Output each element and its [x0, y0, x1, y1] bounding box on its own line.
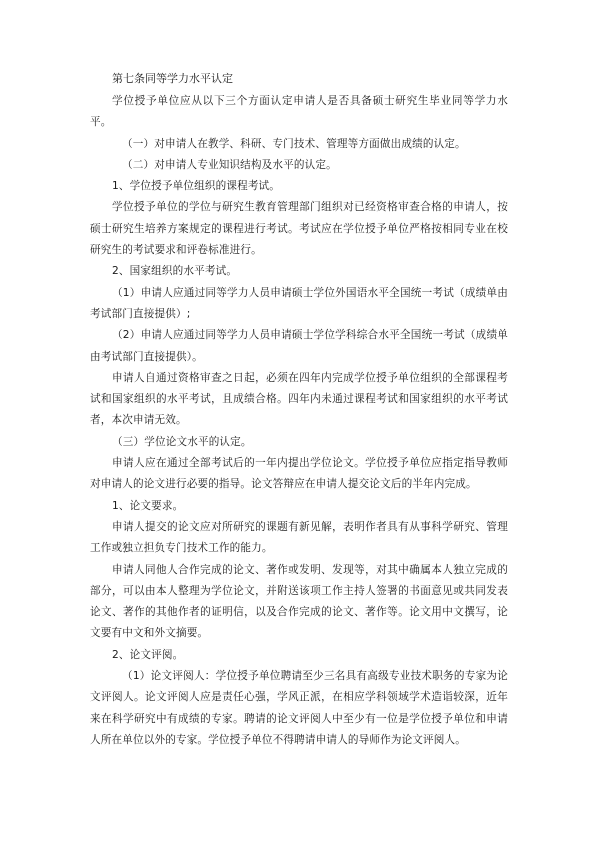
paragraph-exam-deadline: 申请人自通过资格审查之日起，必须在四年内完成学位授予单位组织的全部课程考试和国家组织的水平考试，且成绩合格。四年内未通过课程考试和国家组织的水平考试者，本次申请无效。 — [90, 371, 508, 427]
paragraph-thesis-requirements-body: 申请人提交的论文应对所研究的课题有新见解，表明作者具有从事科学研究、管理工作或独立担负专门技术工作的能力。 — [90, 520, 508, 555]
paragraph-course-exam-body: 学位授予单位的学位与研究生教育管理部门组织对已经资格审查合格的申请人，按硕士研究生培养方案规定的课程进行考试。考试应在学位授予单位严格按相同专业在校研究生的考试要求和评卷标准进行。 — [90, 201, 508, 257]
paragraph-item-3: （三）学位论文水平的认定。 — [112, 435, 252, 448]
paragraph-intro: 学位授予单位应从以下三个方面认定申请人是否具备硕士研究生毕业同等学力水平。 — [90, 95, 508, 129]
paragraph-subitem-course-exam: 1、学位授予单位组织的课程考试。 — [112, 180, 281, 193]
paragraph-reviewers: （1）论文评阅人：学位授予单位聘请至少三名具有高级专业技术职务的专家为论文评阅人。论文评阅人应是责任心强，学风正派，在相应学科领域学术造诣较深，近年来在科学研究中有成绩的专家。聘请的论文评阅人中至少有一位是学位授予单位和申请人所在单位以外的专家。学位授予单位不得聘请申请人的导师作为论文评阅人。 — [90, 670, 508, 746]
paragraph-collaborative-work: 申请人同他人合作完成的论文、著作或发明、发现等，对其中确属本人独立完成的部分，可以由本人整理为学位论文，并附送该项工作主持人签署的书面意见或共同发表论文、著作的其他作者的证明信，以及合作完成的论文、著作等。论文用中文撰写，论文要有中文和外文摘要。 — [90, 563, 508, 640]
article-title: 第七条同等学力水平认定 — [112, 72, 233, 85]
document-page — [90, 70, 508, 751]
paragraph-foreign-language-exam: （1）申请人应通过同等学力人员申请硕士学位外国语水平全国统一考试（成绩单由考试部门直接提供）; — [90, 286, 508, 320]
paragraph-item-1: （一）对申请人在教学、科研、专门技术、管理等方面做出成绩的认定。 — [122, 137, 466, 150]
paragraph-item-2: （二）对申请人专业知识结构及水平的认定。 — [122, 158, 337, 171]
paragraph-subitem-thesis-review: 2、论文评阅。 — [112, 648, 184, 661]
paragraph-subitem-national-exam: 2、国家组织的水平考试。 — [112, 265, 238, 278]
paragraph-subitem-thesis-requirements: 1、论文要求。 — [112, 499, 184, 512]
paragraph-thesis-submission: 申请人应在通过全部考试后的一年内提出学位论文。学位授予单位应指定指导教师对申请人的论文进行必要的指导。论文答辩应在申请人提交论文后的半年内完成。 — [90, 457, 508, 491]
paragraph-comprehensive-exam: （2）申请人应通过同等学力人员申请硕士学位学科综合水平全国统一考试（成绩单由考试部门直接提供）。 — [90, 329, 508, 363]
